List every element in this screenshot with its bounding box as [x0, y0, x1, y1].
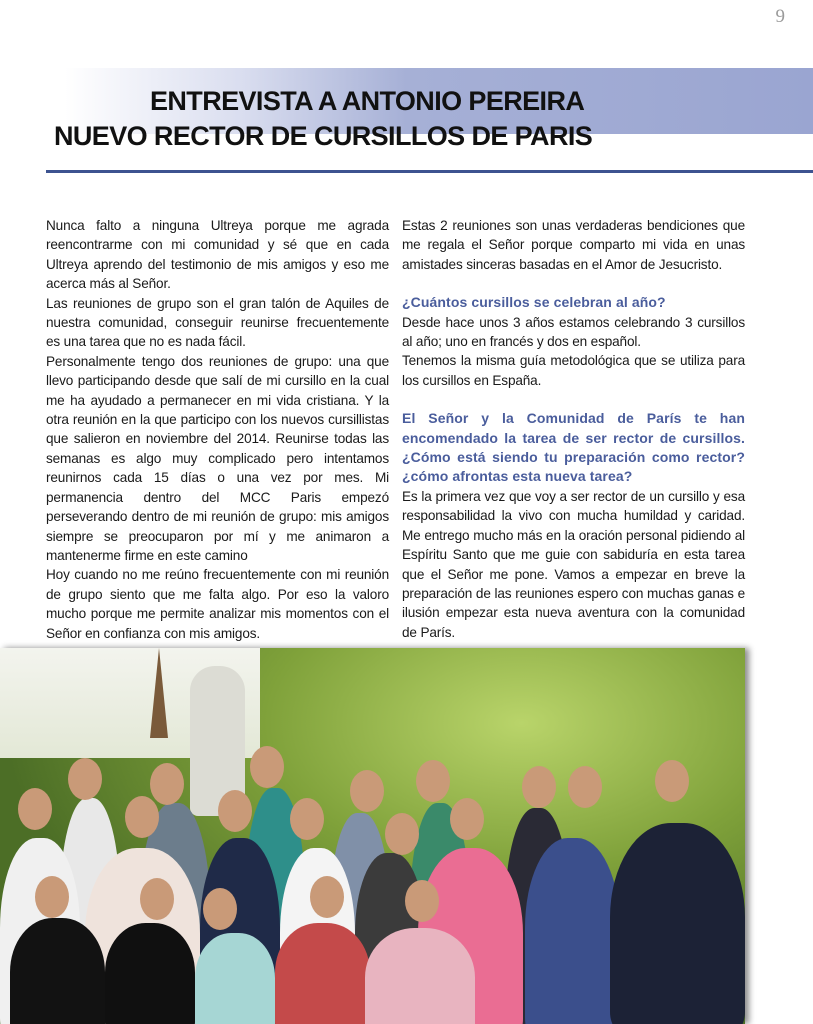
paragraph: Desde hace unos 3 años estamos celebrando 3 cursillos al año; uno en francés y dos en español. — [402, 314, 745, 350]
person-head — [250, 746, 284, 788]
interview-question: ¿Cuántos cursillos se celebran al año? — [402, 294, 666, 311]
article-title-line1: ENTREVISTA A ANTONIO PEREIRA — [150, 86, 585, 116]
left-column — [46, 216, 389, 643]
paragraph: Estas 2 reuniones son unas verdaderas bendiciones que me regala el Señor porque comparto mi vida en unas amistades sinceras basadas en el Amor de Jesucristo. — [402, 218, 745, 272]
person — [195, 933, 275, 1024]
person-head — [450, 798, 484, 840]
paragraph: Es la primera vez que voy a ser rector de un cursillo y esa responsabilidad la vivo con mucha humildad y caridad. Me entrego mucho más en la oración personal pidiendo al Espíritu Santo que me guie con sabiduría en esta tarea que el Señor me pone. Vamos a empezar en breve la preparación de las reuniones espero con muchas ganas e ilusión empezar esta nueva aventura con la comunidad de París. — [402, 488, 745, 640]
person-head — [68, 758, 102, 800]
paragraph: Personalmente tengo dos reuniones de grupo: una que llevo participando desde que salí de mi cursillo en la cual me ha ayudado a permanecer en mi vida cristiana. Y la otra reunión en la que participo con los nuevos cursillistas que salieron en noviembre del 2014. Reunirse todas las semanas es algo muy complicado pero intentamos reunirnos cada 15 días o una vez por mes. Mi permanencia dentro del MCC Paris empezó perseverando dentro de mi reunión de grupo: mis amigos siempre se preocuparon por mí y me animaron a mantenerme firme en este camino — [46, 353, 389, 563]
person-head — [655, 760, 689, 802]
person — [610, 823, 745, 1024]
paragraph: Hoy cuando no me reúno frecuentemente con mi reunión de grupo siento que me falta algo. Por eso la valoro mucho porque me permite analizar mis momentos con el Señor en confianza con mis amigos. — [46, 567, 389, 641]
person — [525, 838, 620, 1024]
person-head — [568, 766, 602, 808]
person — [365, 928, 475, 1024]
person-head — [416, 760, 450, 802]
person-head — [290, 798, 324, 840]
person-head — [385, 813, 419, 855]
paragraph: Las reuniones de grupo son el gran talón de Aquiles de nuestra comunidad, conseguir reunirse frecuentemente es una tarea que no es nada fácil. — [46, 295, 389, 350]
title-divider — [46, 170, 813, 173]
group-photo — [0, 648, 745, 1024]
person-head — [310, 876, 344, 918]
paragraph: Tenemos la misma guía metodológica que se utiliza para los cursillos en España. — [402, 353, 745, 388]
article-title-line2: NUEVO RECTOR DE CURSILLOS DE PARIS — [54, 121, 593, 151]
person-head — [350, 770, 384, 812]
person — [105, 923, 195, 1024]
person-head — [18, 788, 52, 830]
page-number: 9 — [775, 6, 785, 27]
person-head — [522, 766, 556, 808]
person — [275, 923, 370, 1024]
person-head — [150, 763, 184, 805]
person-head — [140, 878, 174, 920]
person-head — [125, 796, 159, 838]
interview-question: El Señor y la Comunidad de París te han encomendado la tarea de ser rector de cursillos. ¿Cómo está siendo tu preparación como rector? ¿cómo afrontas esta nueva tarea? — [402, 410, 745, 485]
paragraph: Nunca falto a ninguna Ultreya porque me agrada reencontrarme con mi comunidad y sé que en cada Ultreya aprendo del testimonio de mis amigos y eso me acerca más al Señor. — [46, 218, 389, 292]
person-head — [35, 876, 69, 918]
person-head — [203, 888, 237, 930]
right-column — [402, 216, 745, 642]
person-head — [405, 880, 439, 922]
person — [10, 918, 105, 1024]
person-head — [218, 790, 252, 832]
